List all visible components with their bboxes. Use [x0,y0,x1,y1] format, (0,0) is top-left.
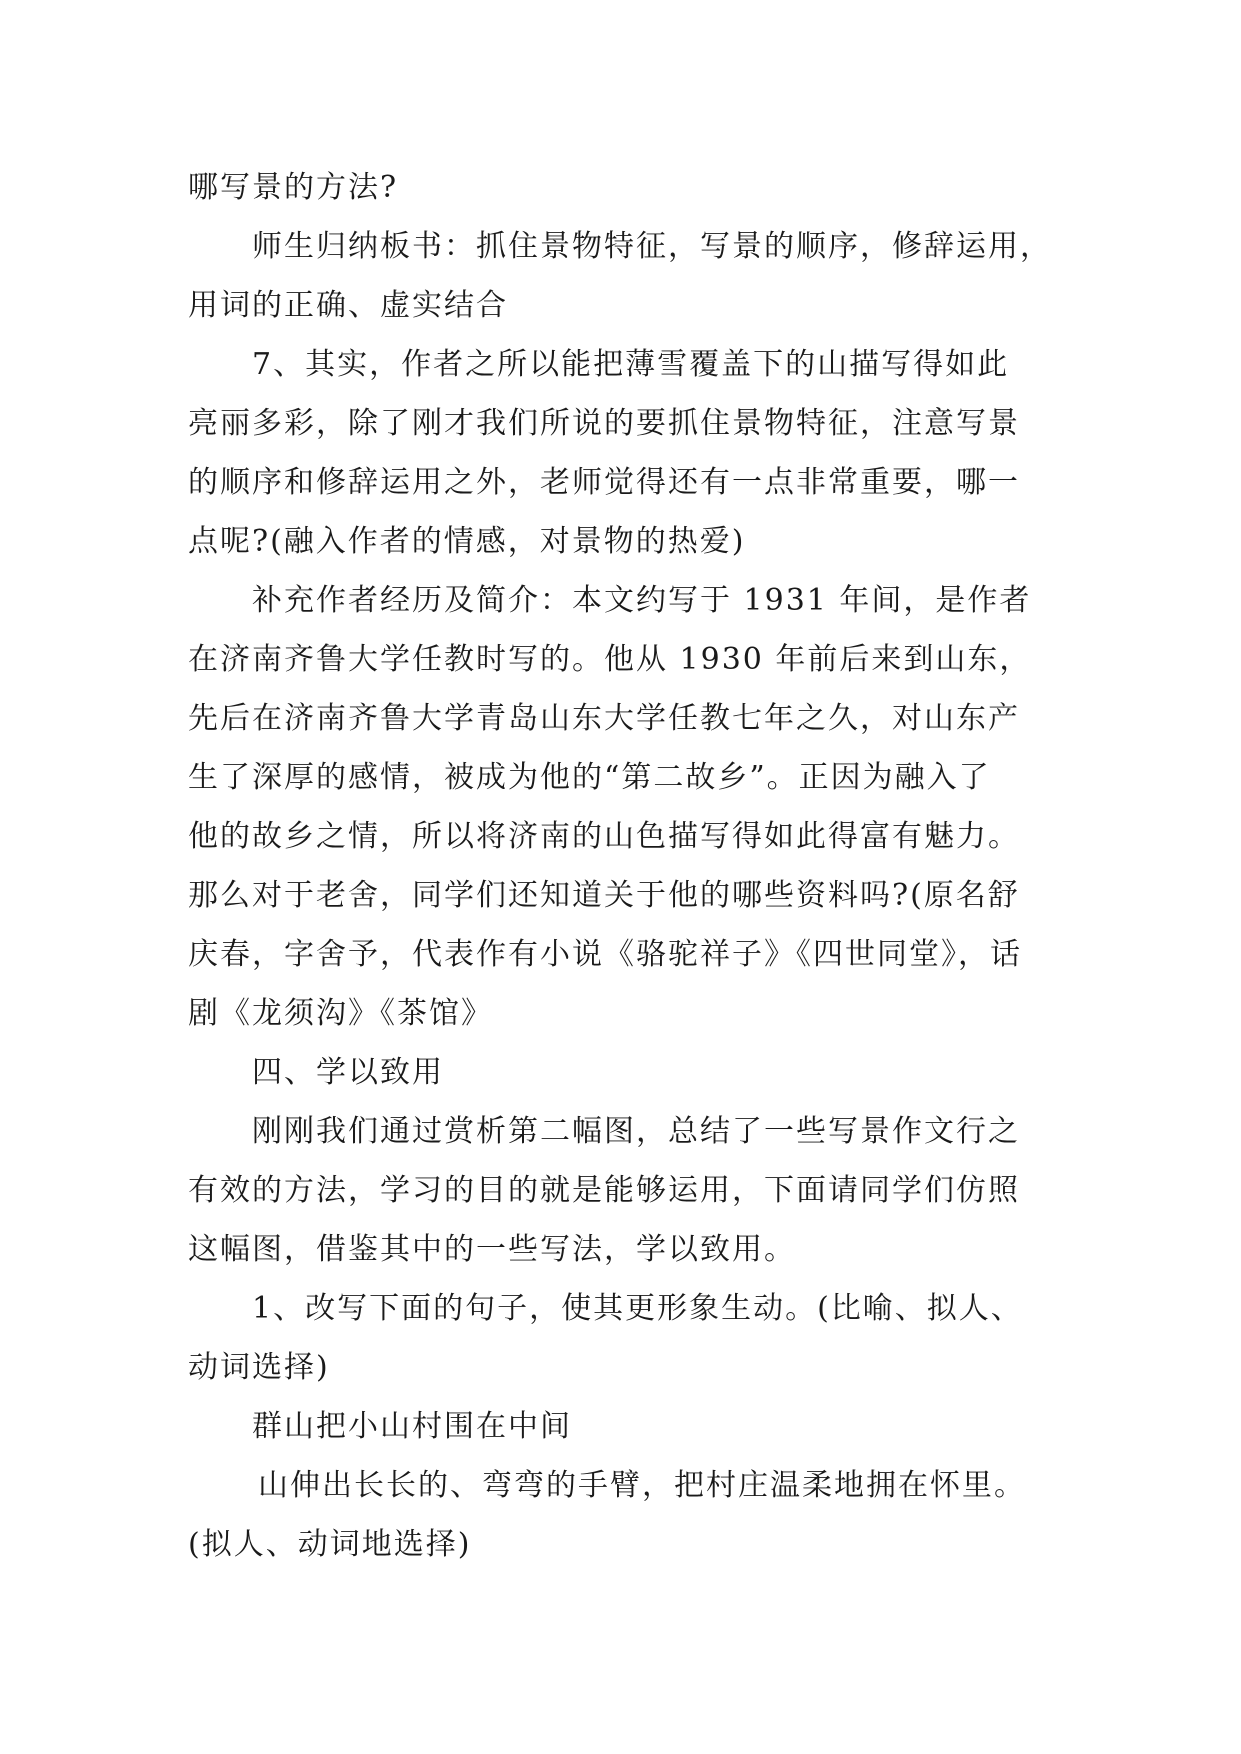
paragraph-line: 点呢?(融入作者的情感，对景物的热爱) [188,524,746,559]
paragraph-line: 用词的正确、虚实结合 [188,288,508,323]
paragraph-line: 他的故乡之情，所以将济南的山色描写得如此得富有魅力。 [188,819,1020,854]
rewritten-sentence: 山伸出长长的、弯弯的手臂，把村庄温柔地拥在怀里。 [258,1468,1026,1503]
paragraph-line: 有效的方法，学习的目的就是能够运用，下面请同学们仿照 [188,1173,1020,1208]
paragraph-line: 那么对于老舍，同学们还知道关于他的哪些资料吗?(原名舒 [188,878,1020,913]
paragraph-line: (拟人、动词地选择) [188,1527,472,1562]
paragraph-line: 动词选择) [188,1350,330,1385]
paragraph-line: 补充作者经历及简介：本文约写于 1931 年间，是作者 [252,583,1032,618]
paragraph-line: 先后在济南齐鲁大学青岛山东大学任教七年之久，对山东产 [188,701,1020,736]
paragraph-line: 剧《龙须沟》《茶馆》 [188,996,493,1031]
paragraph-line: 哪写景的方法? [188,170,399,205]
paragraph-line: 庆春，字舍予，代表作有小说《骆驼祥子》《四世同堂》，话 [188,937,1022,972]
paragraph-line: 7、其实，作者之所以能把薄雪覆盖下的山描写得如此 [252,347,1010,382]
exercise-item: 1、改写下面的句子，使其更形象生动。(比喻、拟人、 [252,1291,1023,1326]
paragraph-line: 的顺序和修辞运用之外，老师觉得还有一点非常重要，哪一 [188,465,1020,500]
paragraph-line: 这幅图，借鉴其中的一些写法，学以致用。 [188,1232,796,1267]
paragraph-line: 师生归纳板书：抓住景物特征，写景的顺序，修辞运用， [252,229,1052,264]
paragraph-line: 生了深厚的感情，被成为他的“第二故乡”。正因为融入了 [188,760,991,795]
section-heading: 四、学以致用 [252,1055,444,1090]
paragraph-line: 刚刚我们通过赏析第二幅图，总结了一些写景作文行之 [252,1114,1020,1149]
document-body [188,158,1068,1574]
paragraph-line: 亮丽多彩，除了刚才我们所说的要抓住景物特征，注意写景 [188,406,1020,441]
paragraph-line: 在济南齐鲁大学任教时写的。他从 1930 年前后来到山东， [188,642,1032,677]
example-sentence: 群山把小山村围在中间 [252,1409,572,1444]
